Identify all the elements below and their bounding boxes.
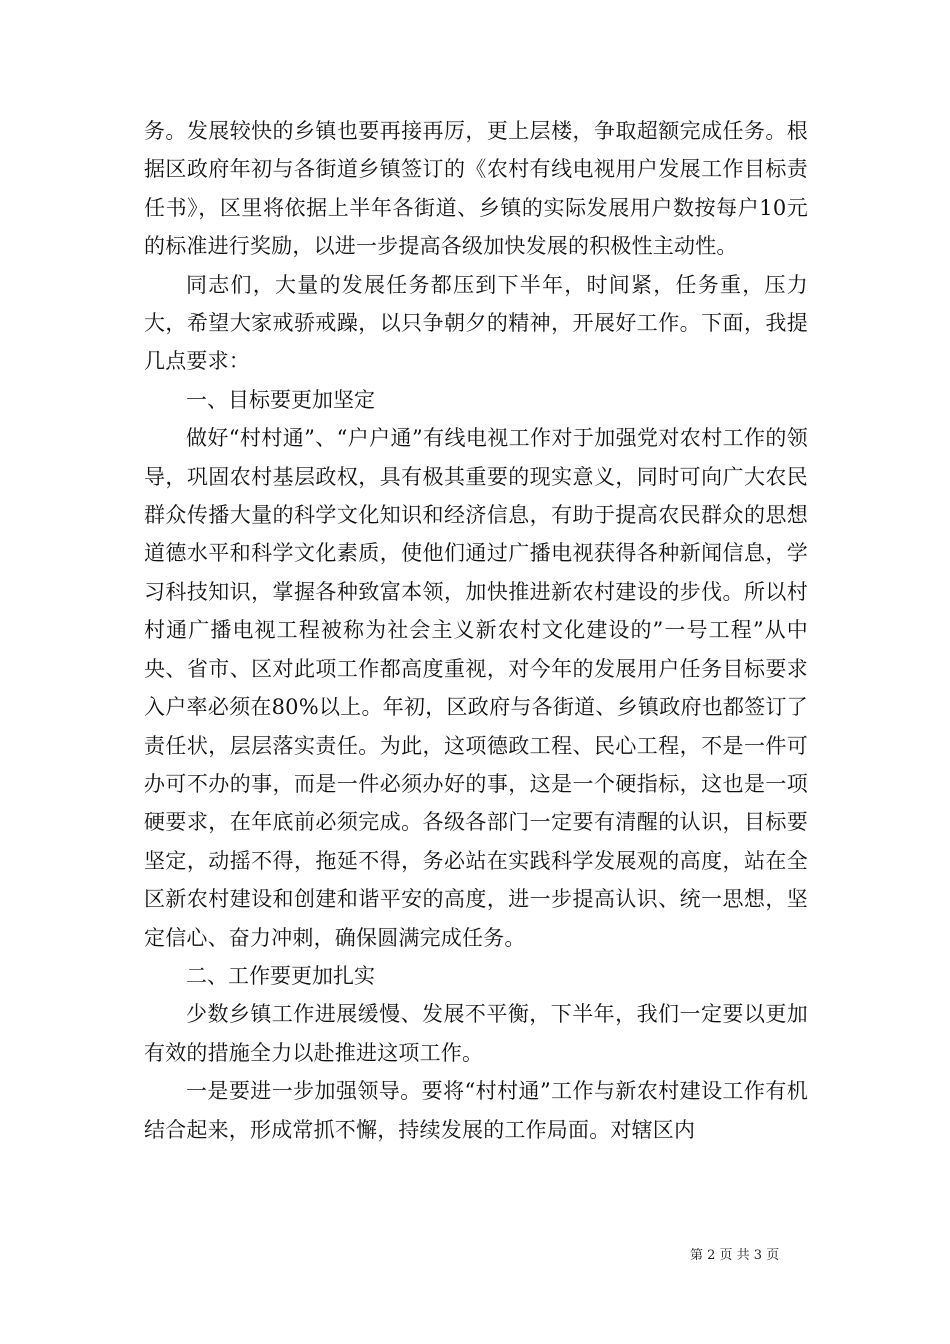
paragraph-1: 务。发展较快的乡镇也要再接再厉，更上层楼，争取超额完成任务。根据区政府年初与各街道乡镇签订的《农村有线电视用户发展工作目标责任书》，区里将依据上半年各街道、乡镇的实际发展用户数按每户10元的标准进行奖励，以进一步提高各级加快发展的积极性主动性。 xyxy=(144,119,808,259)
paragraph-4: 少数乡镇工作进展缓慢、发展不平衡，下半年，我们一定要以更加有效的措施全力以赴推进这项工作。 xyxy=(144,1002,808,1065)
section-heading-1: 一、目标要更加坚定 xyxy=(186,387,375,412)
paragraph-5: 一是要进一步加强领导。要将“村村通”工作与新农村建设工作有机结合起来，形成常抓不懈，持续发展的工作局面。对辖区内 xyxy=(144,1079,808,1142)
section-heading-2: 二、工作要更加扎实 xyxy=(186,963,375,988)
paragraph-2: 同志们，大量的发展任务都压到下半年，时间紧，任务重，压力大，希望大家戒骄戒躁，以只争朝夕的精神，开展好工作。下面，我提几点要求： xyxy=(144,272,808,374)
page-number-footer: 第 2 页 共 3 页 xyxy=(690,1248,780,1263)
document-body xyxy=(144,112,808,1149)
paragraph-3: 做好“村村通”、“户户通”有线电视工作对于加强党对农村工作的领导，巩固农村基层政权，具有极其重要的现实意义，同时可向广大农民群众传播大量的科学文化知识和经济信息，有助于提高农民群众的思想道德水平和科学文化素质，使他们通过广播电视获得各种新闻信息，学习科技知识，掌握各种致富本领，加快推进新农村建设的步伐。所以村村通广播电视工程被称为社会主义新农村文化建设的”一号工程”从中央、省市、区对此项工作都高度重视，对今年的发展用户任务目标要求入户率必须在80%以上。年初，区政府与各街道、乡镇政府也都签订了责任状，层层落实责任。为此，这项德政工程、民心工程，不是一件可办可不办的事，而是一件必须办好的事，这是一个硬指标，这也是一项硬要求，在年底前必须完成。各级各部门一定要有清醒的认识，目标要坚定，动摇不得，拖延不得，务必站在实践科学发展观的高度，站在全区新农村建设和创建和谐平安的高度，进一步提高认识、统一思想，坚定信心、奋力冲刺，确保圆满完成任务。 xyxy=(144,426,808,950)
